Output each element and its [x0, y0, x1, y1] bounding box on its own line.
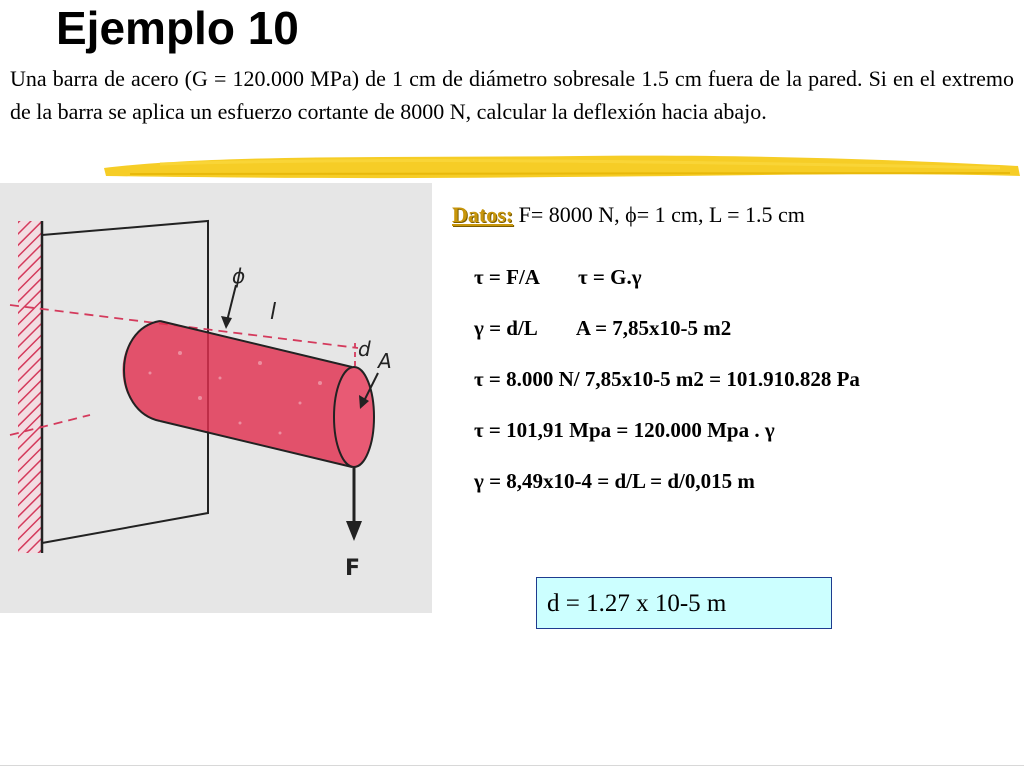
result-box: d = 1.27 x 10-5 m	[536, 577, 832, 629]
datos-heading: Datos:	[452, 202, 514, 227]
cantilever-bar-illustration	[0, 183, 432, 613]
slide-title: Ejemplo 10	[56, 2, 299, 54]
formula-line-4: τ = 101,91 Mpa = 120.000 Mpa . γ	[474, 418, 775, 442]
bar-end-face	[334, 367, 374, 467]
phi-label: ϕ	[232, 264, 246, 288]
yellow-highlighter-stroke	[100, 146, 1024, 186]
datos-values: F= 8000 N, ϕ= 1 cm, L = 1.5 cm	[513, 202, 805, 227]
formula-strain: γ = d/L	[474, 316, 538, 340]
formula-area: A = 7,85x10-5 m2	[575, 316, 732, 340]
formula-line-2	[474, 313, 974, 343]
force-label: F	[345, 556, 361, 581]
formula-line-5: γ = 8,49x10-4 = d/L = d/0,015 m	[474, 469, 755, 493]
wall-hatching	[18, 221, 42, 553]
formula-hooke-shear: τ = G.γ	[577, 265, 642, 289]
formula-line-3: τ = 8.000 N/ 7,85x10-5 m2 = 101.910.828 Pa	[474, 367, 860, 391]
deflection-label: d	[358, 337, 371, 361]
formula-shear-stress: τ = F/A	[474, 265, 540, 289]
area-label: A	[378, 349, 392, 373]
formula-line-1	[474, 262, 974, 292]
problem-statement: Una barra de acero (G = 120.000 MPa) de 1 cm de diámetro sobresale 1.5 cm fuera de la pared. Si en el extremo de la barra se aplica un esfuerzo cortante de 8000 N, calcular la deflexión hacia abajo.	[10, 66, 1014, 124]
bar-diagram-figure	[0, 183, 432, 613]
given-data	[452, 200, 805, 230]
length-label: l	[270, 300, 277, 325]
formula-list	[474, 262, 974, 517]
bottom-divider	[0, 765, 1024, 766]
